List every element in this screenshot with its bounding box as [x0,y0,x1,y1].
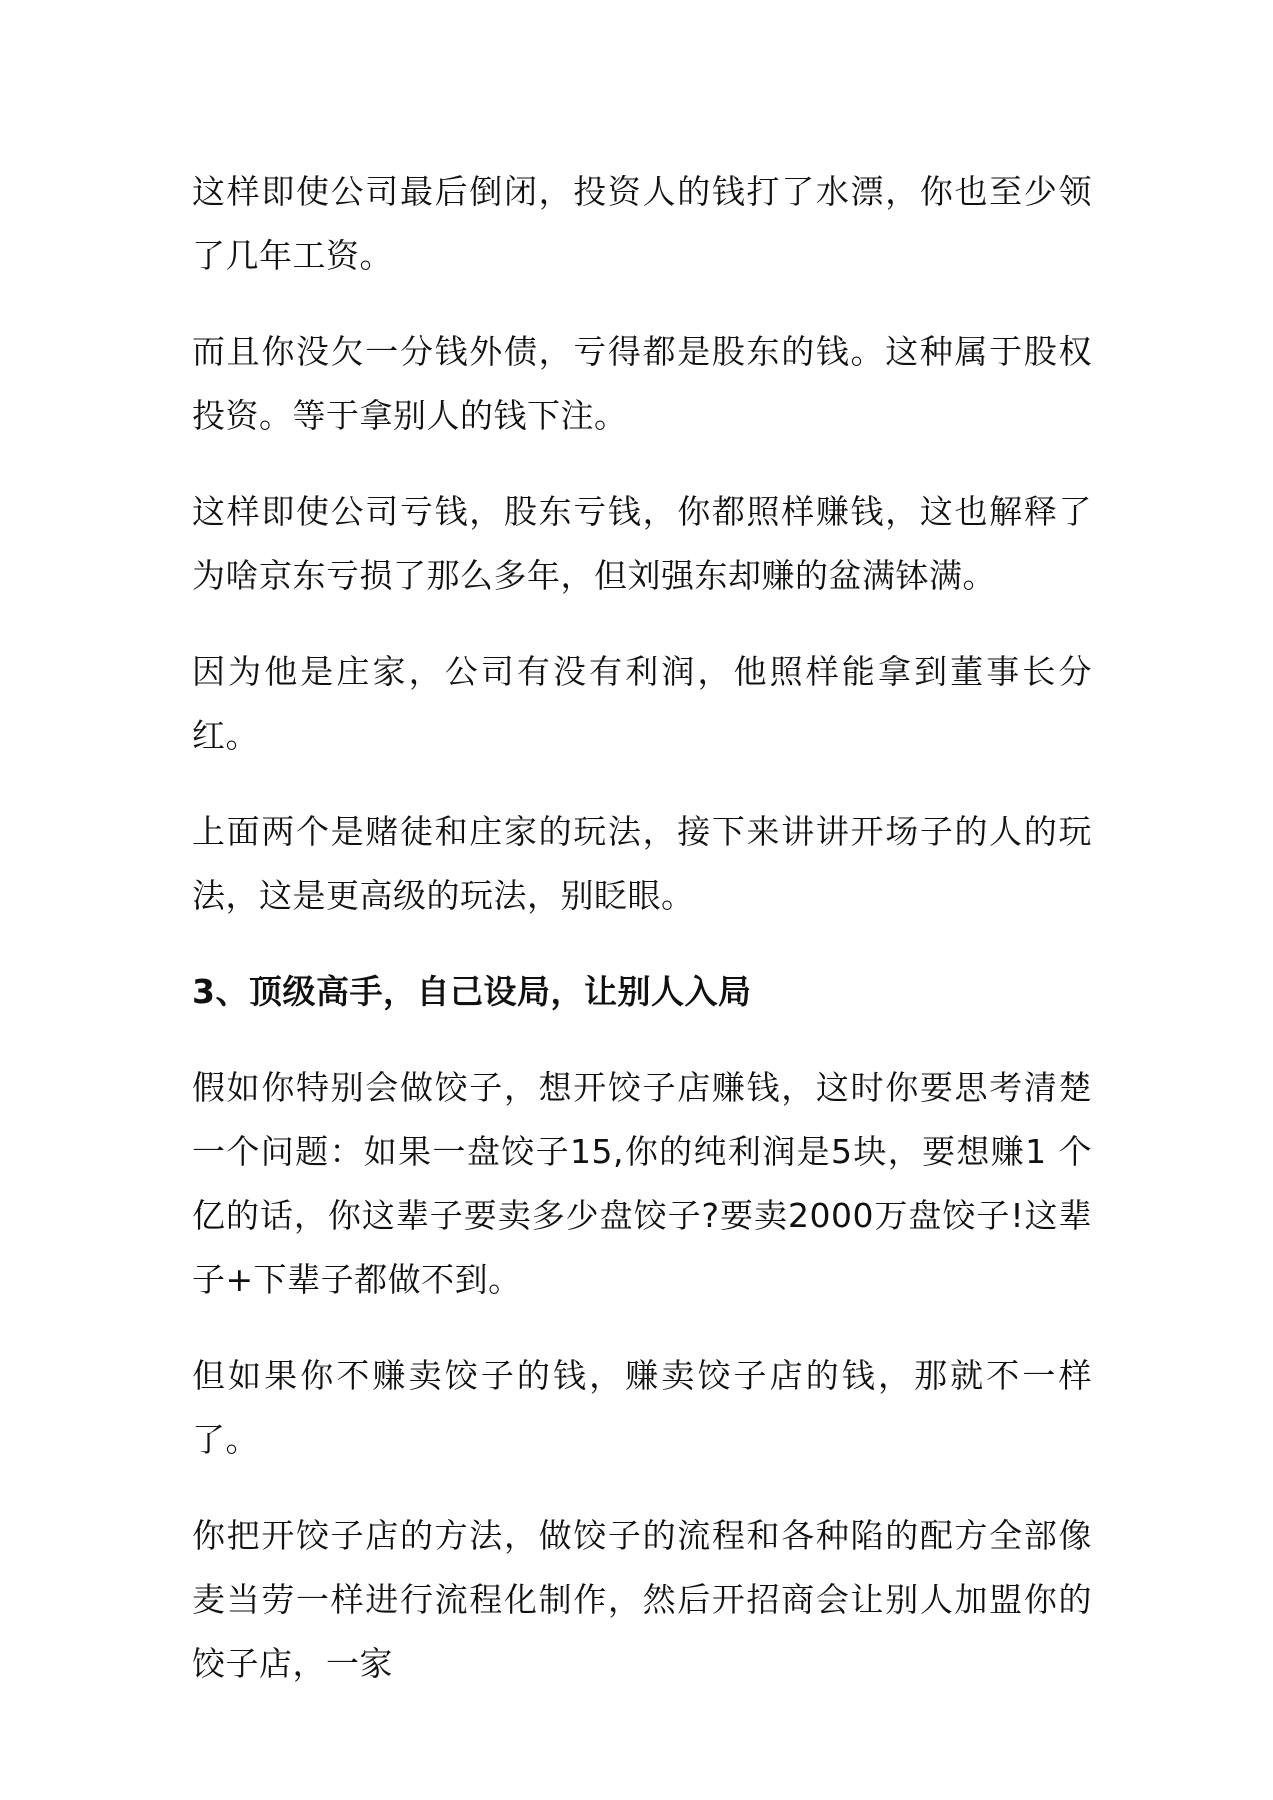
section-heading: 3、顶级高手，自己设局，让别人入局 [192,972,752,1011]
paragraph-8: 你把开饺子店的方法，做饺子的流程和各种陷的配方全部像麦当劳一样进行流程化制作，然后开招商会让别人加盟你的饺子店，一家 [192,1516,1092,1683]
paragraph-4: 因为他是庄家，公司有没有利润，他照样能拿到董事长分红。 [192,652,1092,755]
paragraph-7: 但如果你不赚卖饺子的钱，赚卖饺子店的钱，那就不一样了。 [192,1356,1092,1459]
document-body [192,160,1092,1728]
paragraph-6: 假如你特别会做饺子，想开饺子店赚钱，这时你要思考清楚一个问题：如果一盘饺子15,你的纯利润是5块，要想赚1 个亿的话，你这辈子要卖多少盘饺子?要卖2000万盘饺子!这辈子+下辈子都做不到。 [192,1068,1092,1299]
paragraph-5: 上面两个是赌徒和庄家的玩法，接下来讲讲开场子的人的玩法，这是更高级的玩法，别眨眼。 [192,812,1092,915]
paragraph-2: 而且你没欠一分钱外债，亏得都是股东的钱。这种属于股权投资。等于拿别人的钱下注。 [192,332,1092,435]
paragraph-1: 这样即使公司最后倒闭，投资人的钱打了水漂，你也至少领了几年工资。 [192,172,1092,275]
paragraph-3: 这样即使公司亏钱，股东亏钱，你都照样赚钱，这也解释了为啥京东亏损了那么多年，但刘强东却赚的盆满钵满。 [192,492,1092,595]
